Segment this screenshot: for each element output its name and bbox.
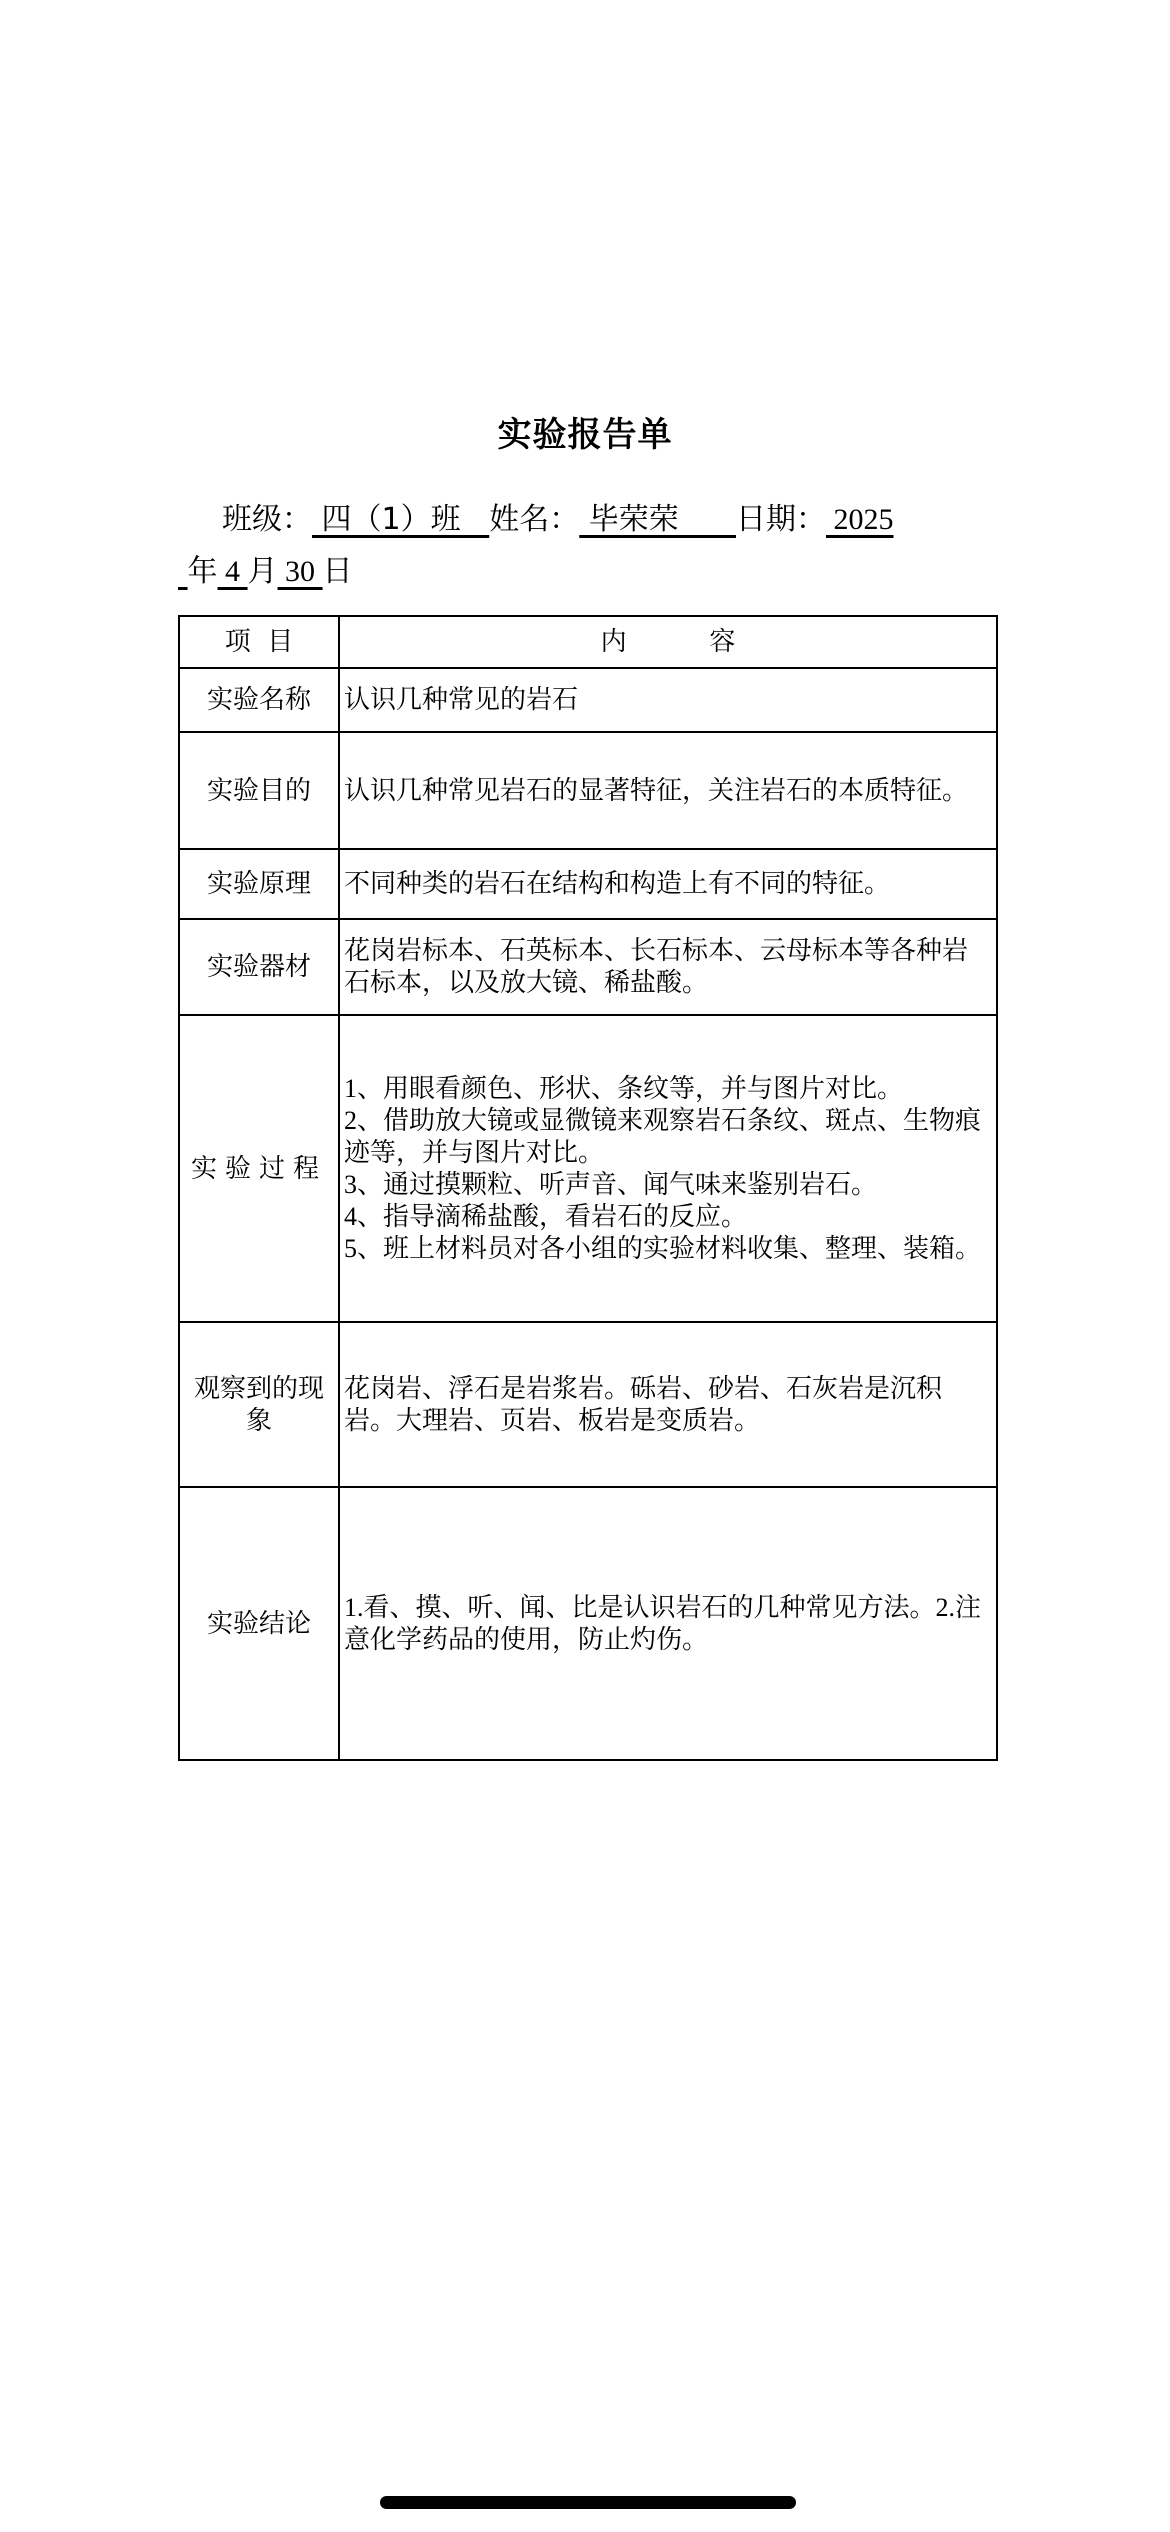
row-label: 实验结论 bbox=[179, 1487, 339, 1760]
info-line-1 bbox=[178, 494, 998, 546]
table-row bbox=[179, 1487, 997, 1760]
row-content: 花岗岩标本、石英标本、长石标本、云母标本等各种岩石标本，以及放大镜、稀盐酸。 bbox=[339, 919, 997, 1015]
name-label: 姓名： bbox=[489, 502, 580, 537]
process-step: 5、班上材料员对各小组的实验材料收集、整理、装箱。 bbox=[344, 1233, 982, 1263]
date-label: 日期： bbox=[736, 502, 826, 537]
row-label: 实验名称 bbox=[179, 668, 339, 732]
row-content: 不同种类的岩石在结构和构造上有不同的特征。 bbox=[339, 849, 997, 919]
process-step: 3、通过摸颗粒、听声音、闻气味来鉴别岩石。 bbox=[344, 1169, 878, 1199]
row-label: 实验原理 bbox=[179, 849, 339, 919]
row-label: 实验器材 bbox=[179, 919, 339, 1015]
report-table bbox=[178, 615, 998, 1761]
row-label: 实验过程 bbox=[179, 1015, 339, 1322]
date-year: 2025 bbox=[826, 503, 894, 536]
class-value: 四（1）班 bbox=[312, 502, 490, 537]
row-content: 认识几种常见岩石的显著特征，关注岩石的本质特征。 bbox=[339, 732, 997, 849]
class-label: 班级： bbox=[222, 502, 312, 537]
table-row bbox=[179, 732, 997, 849]
date-year-cont bbox=[178, 554, 188, 589]
table-row bbox=[179, 919, 997, 1015]
year-unit: 年 bbox=[187, 554, 218, 589]
name-value: 毕荣荣 bbox=[579, 502, 736, 537]
table-row bbox=[179, 849, 997, 919]
table-row bbox=[179, 668, 997, 732]
row-content: 1.看、摸、听、闻、比是认识岩石的几种常见方法。2.注意化学药品的使用，防止灼伤。 bbox=[339, 1487, 997, 1760]
process-step: 1、用眼看颜色、形状、条纹等，并与图片对比。 bbox=[344, 1073, 904, 1103]
home-indicator[interactable] bbox=[380, 2496, 796, 2509]
date-month: 4 bbox=[217, 555, 248, 588]
table-header-row bbox=[179, 616, 997, 668]
row-content: 认识几种常见的岩石 bbox=[339, 668, 997, 732]
process-step: 2、借助放大镜或显微镜来观察岩石条纹、斑点、生物痕迹等，并与图片对比。 bbox=[344, 1105, 982, 1167]
date-day: 30 bbox=[277, 555, 323, 588]
row-label: 观察到的现象 bbox=[179, 1322, 339, 1487]
month-unit: 月 bbox=[247, 554, 278, 589]
process-step: 4、指导滴稀盐酸，看岩石的反应。 bbox=[344, 1201, 748, 1231]
report-title: 实验报告单 bbox=[497, 415, 673, 455]
row-content: 花岗岩、浮石是岩浆岩。砾岩、砂岩、石灰岩是沉积岩。大理岩、页岩、板岩是变质岩。 bbox=[339, 1322, 997, 1487]
header-item: 项 目 bbox=[179, 616, 339, 668]
day-unit: 日 bbox=[322, 554, 353, 589]
report-info bbox=[178, 494, 998, 598]
table-row bbox=[179, 1015, 997, 1322]
header-content: 内 容 bbox=[339, 616, 997, 668]
process-steps bbox=[339, 1015, 997, 1322]
table-row bbox=[179, 1322, 997, 1487]
info-line-2 bbox=[178, 546, 998, 598]
row-label: 实验目的 bbox=[179, 732, 339, 849]
